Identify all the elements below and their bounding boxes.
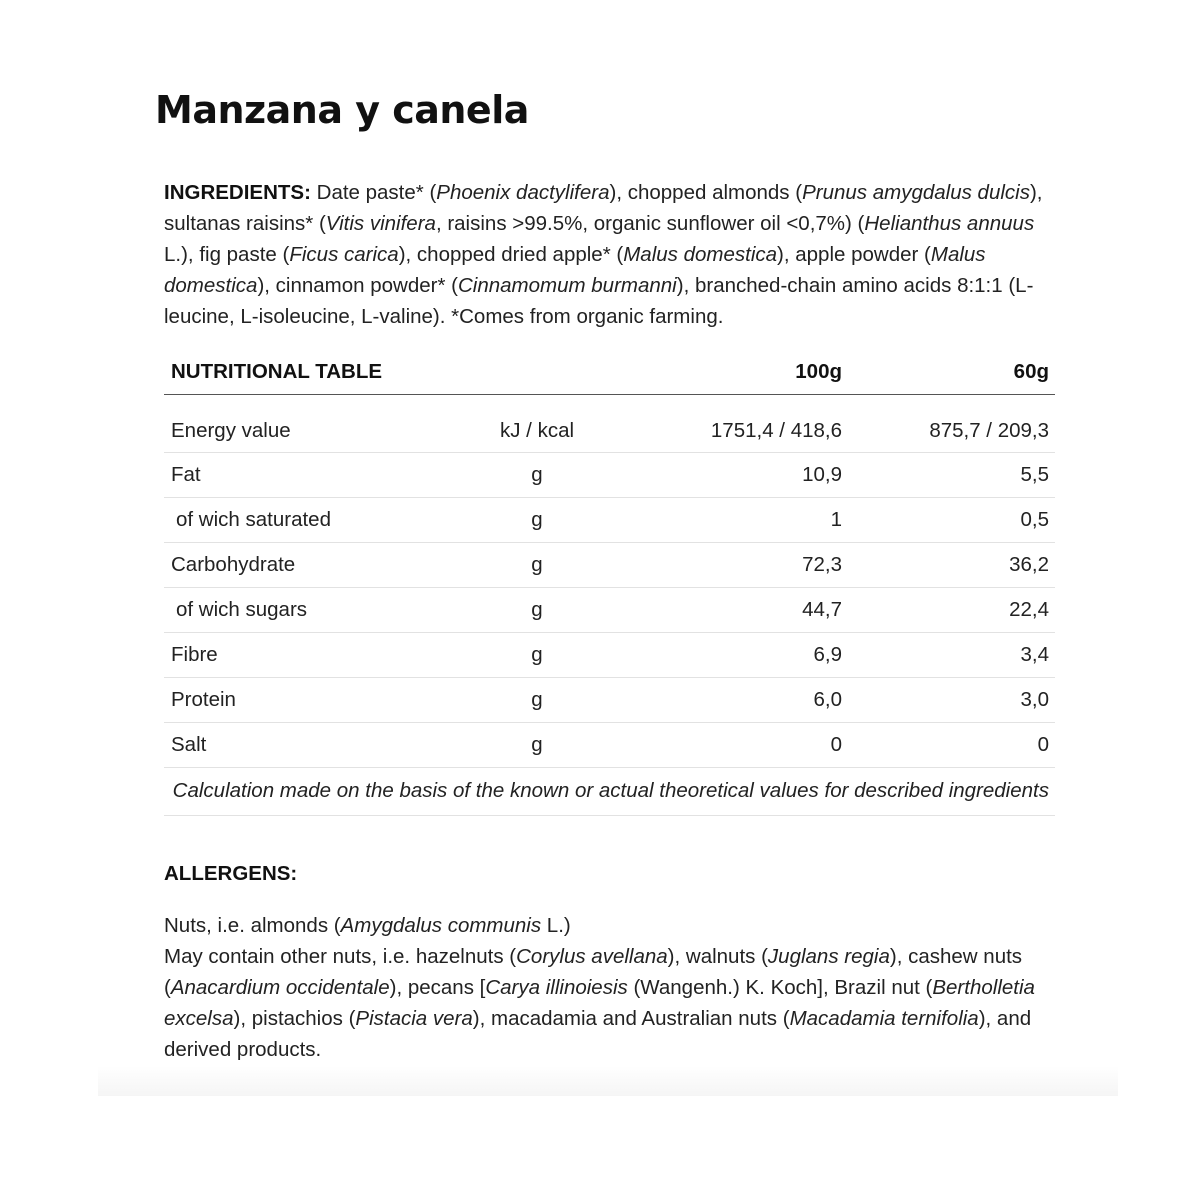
allergen-text-segment: ), macadamia and Australian nuts ( (472, 1007, 790, 1030)
row-nutrient-name: Fibre (171, 643, 218, 666)
table-row: Fat g 10,9 5,5 (164, 453, 1055, 498)
ingredient-text-segment: ), sultanas raisins* ( (164, 181, 1043, 235)
ingredient-latin-name: Malus domestica (623, 243, 778, 266)
row-nutrient-name: Salt (171, 733, 207, 756)
ingredient-text-segment: ), branched-chain amino acids 8:1:1 (L-leucine, L-isoleucine, L-valine). *Comes from organic farming. (164, 274, 1034, 328)
ingredient-latin-name: Cinnamomum burmanni (457, 274, 677, 297)
allergen-text-segment: ), pistachios ( (233, 1007, 356, 1030)
row-nutrient-name: Protein (171, 688, 236, 711)
row-value-100g: 6,0 (813, 688, 842, 711)
allergen-latin-name: Amygdalus communis (340, 914, 542, 937)
allergen-text-segment: (Wangenh.) K. Koch], Brazil nut ( (627, 976, 933, 999)
row-value-60g: 36,2 (1009, 553, 1049, 576)
row-nutrient-name: of wich sugars (176, 598, 308, 621)
allergen-text-segment: L.) (541, 914, 571, 937)
ingredient-text-segment: L.), fig paste ( (164, 243, 290, 266)
header-name: NUTRITIONAL TABLE (171, 360, 383, 383)
row-value-60g: 22,4 (1009, 598, 1049, 621)
ingredient-latin-name: Prunus amygdalus dulcis (802, 181, 1030, 204)
table-row: Energy value kJ / kcal 1751,4 / 418,6 875,7 / 209,3 (164, 395, 1055, 453)
ingredients-paragraph (164, 177, 1064, 332)
allergen-latin-name: Bertholletia excelsa (164, 976, 1035, 1030)
table-row: of wich sugars g 44,7 22,4 (164, 588, 1055, 633)
row-nutrient-name: Carbohydrate (171, 553, 296, 576)
allergen-latin-name: Macadamia ternifolia (789, 1007, 979, 1030)
ingredient-latin-name: Malus domestica (164, 243, 986, 297)
allergen-latin-name: Juglans regia (767, 945, 890, 968)
ingredient-text-segment: ), chopped dried apple* ( (398, 243, 624, 266)
allergen-latin-name: Anacardium occidentale (170, 976, 390, 999)
row-value-60g: 3,4 (1020, 643, 1049, 666)
allergen-text-segment: ), and derived products. (164, 1007, 1032, 1061)
allergen-text-segment: ), walnuts ( (667, 945, 768, 968)
row-value-60g: 5,5 (1020, 463, 1049, 486)
row-value-60g: 3,0 (1020, 688, 1049, 711)
row-value-100g: 1 (830, 508, 842, 531)
table-row: Carbohydrate g 72,3 36,2 (164, 543, 1055, 588)
row-value-100g: 0 (830, 733, 842, 756)
page-title: Manzana y canela (155, 88, 529, 132)
allergens-heading: ALLERGENS: (164, 862, 298, 885)
allergen-text-segment: Nuts, i.e. almonds ( (164, 914, 341, 937)
allergens-line (164, 910, 1064, 941)
allergen-latin-name: Pistacia vera (355, 1007, 473, 1030)
table-row: Protein g 6,0 3,0 (164, 678, 1055, 723)
bottom-fade (98, 1066, 1118, 1096)
ingredient-latin-name: Ficus carica (289, 243, 399, 266)
row-value-100g: 44,7 (802, 598, 842, 621)
ingredient-text-segment: ), apple powder ( (777, 243, 931, 266)
row-value-100g: 1751,4 / 418,6 (710, 419, 842, 442)
allergen-latin-name: Corylus avellana (516, 945, 668, 968)
allergens-paragraph (164, 910, 1064, 1065)
nutrition-table-header (164, 350, 1055, 395)
row-value-100g: 10,9 (802, 463, 842, 486)
ingredients-label: INGREDIENTS: (164, 181, 311, 204)
table-row: of wich saturated g 1 0,5 (164, 498, 1055, 543)
row-nutrient-name: Fat (171, 463, 201, 486)
calculation-note: Calculation made on the basis of the known or actual theoretical values for described ingredients (164, 768, 1055, 816)
header-60g: 60g (1013, 360, 1049, 383)
allergen-text-segment: ), cashew nuts ( (164, 945, 1023, 999)
row-value-60g: 0 (1037, 733, 1049, 756)
row-value-60g: 0,5 (1020, 508, 1049, 531)
row-value-100g: 6,9 (813, 643, 842, 666)
ingredient-latin-name: Phoenix dactylifera (436, 181, 610, 204)
row-value-60g: 875,7 / 209,3 (929, 419, 1049, 442)
ingredient-latin-name: Vitis vinifera (325, 212, 436, 235)
row-nutrient-name: of wich saturated (176, 508, 331, 531)
nutrition-rows (164, 395, 1055, 768)
ingredient-text-segment: ), cinnamon powder* ( (257, 274, 458, 297)
table-row: Fibre g 6,9 3,4 (164, 633, 1055, 678)
row-nutrient-name: Energy value (171, 419, 291, 442)
allergen-text-segment: ), pecans [ (389, 976, 486, 999)
ingredient-text-segment: Date paste* ( (310, 181, 437, 204)
ingredient-text-segment: , raisins >99.5%, organic sunflower oil <0,7%) ( (435, 212, 865, 235)
allergen-latin-name: Carya illinoiesis (485, 976, 628, 999)
allergens-line (164, 941, 1064, 1065)
table-row: Salt g 0 0 (164, 723, 1055, 768)
ingredient-text-segment: ), chopped almonds ( (609, 181, 803, 204)
ingredient-latin-name: Helianthus annuus (864, 212, 1035, 235)
row-value-100g: 72,3 (802, 553, 842, 576)
nutrition-table (164, 350, 1055, 816)
header-100g: 100g (795, 360, 842, 383)
allergen-text-segment: May contain other nuts, i.e. hazelnuts ( (164, 945, 517, 968)
